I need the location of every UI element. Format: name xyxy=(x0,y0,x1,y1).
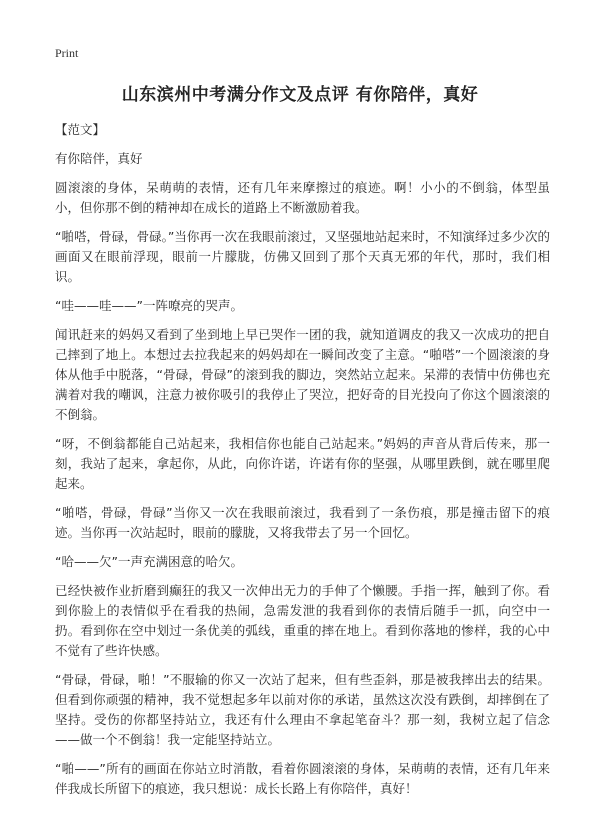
paragraph: “啪——”所有的画面在你站立时消散，看着你圆滚滚的身体，呆萌萌的表情，还有几年来伴我成长所留下的痕迹，我只想说：成长长路上有你陪伴，真好！ xyxy=(55,761,550,796)
paragraph: “啪嗒，骨碌，骨碌”当你又一次在我眼前滚过，我看到了一条伤痕，那是撞击留下的痕迹。当你再一次站起时，眼前的朦胧，又将我带去了另一个回忆。 xyxy=(55,505,550,540)
paragraph: “啪嗒，骨碌，骨碌。”当你再一次在我眼前滚过，又坚强地站起来时，不知演绎过多少次的画面又在眼前浮现，眼前一片朦胧，仿佛又回到了那个天真无邪的年代，那时，我们相识。 xyxy=(55,229,550,284)
paragraph: “骨碌，骨碌，啪！”不服输的你又一次站了起来，但有些歪斜，那是被我摔出去的结果。但看到你顽强的精神，我不觉想起多年以前对你的承诺，虽然这次没有跌倒，却摔倒在了坚持。受伤的你都坚持站立，我还有什么理由不拿起笔奋斗？那一刻，我树立起了信念——做一个不倒翁！我一定能坚持站立。 xyxy=(55,672,550,747)
paragraph: “哇——哇——”一阵嘹亮的哭声。 xyxy=(55,298,243,313)
paragraph: “呀，不倒翁都能自己站起来，我相信你也能自己站起来。”妈妈的声音从背后传来，那一刻，我站了起来，拿起你，从此，向你许诺，许诺有你的坚强，从哪里跌倒，就在哪里爬起来。 xyxy=(55,436,550,491)
document-body xyxy=(55,120,550,808)
print-link[interactable]: Print xyxy=(55,46,79,60)
section-label: 【范文】 xyxy=(55,122,106,137)
document-title: 山东滨州中考满分作文及点评 有你陪伴，真好 xyxy=(121,85,479,105)
paragraph: 闻讯赶来的妈妈又看到了坐到地上早已哭作一团的我，就知道调皮的我又一次成功的把自己摔到了地上。本想过去拉我起来的妈妈却在一瞬间改变了主意。“啪嗒”一个圆滚滚的身体从他手中脱落，“骨碌，骨碌”的滚到我的脚边，突然站立起来。呆滞的表情中仿佛也充满着对我的嘲讽，注意力被你吸引的我停止了哭泣，把好奇的目光投向了你这个圆滚滚的不倒翁。 xyxy=(55,327,550,422)
paragraph: “哈——欠”一声充满困意的哈欠。 xyxy=(55,554,243,569)
paragraph: 已经快被作业折磨到癫狂的我又一次伸出无力的手伸了个懒腰。手指一挥，触到了你。看到你脸上的表情似乎在看我的热闹，急需发泄的我看到你的表情后随手一抓，向空中一扔。看到你在空中划过一条优美的弧线，重重的摔在地上。看到你落地的惨样，我的心中不觉有了些许快感。 xyxy=(55,583,550,658)
paragraph: 圆滚滚的身体，呆萌萌的表情，还有几年来摩擦过的痕迹。啊！小小的不倒翁，体型虽小，但你那不倒的精神却在成长的道路上不断激励着我。 xyxy=(55,180,550,215)
essay-subtitle: 有你陪伴，真好 xyxy=(55,151,143,166)
